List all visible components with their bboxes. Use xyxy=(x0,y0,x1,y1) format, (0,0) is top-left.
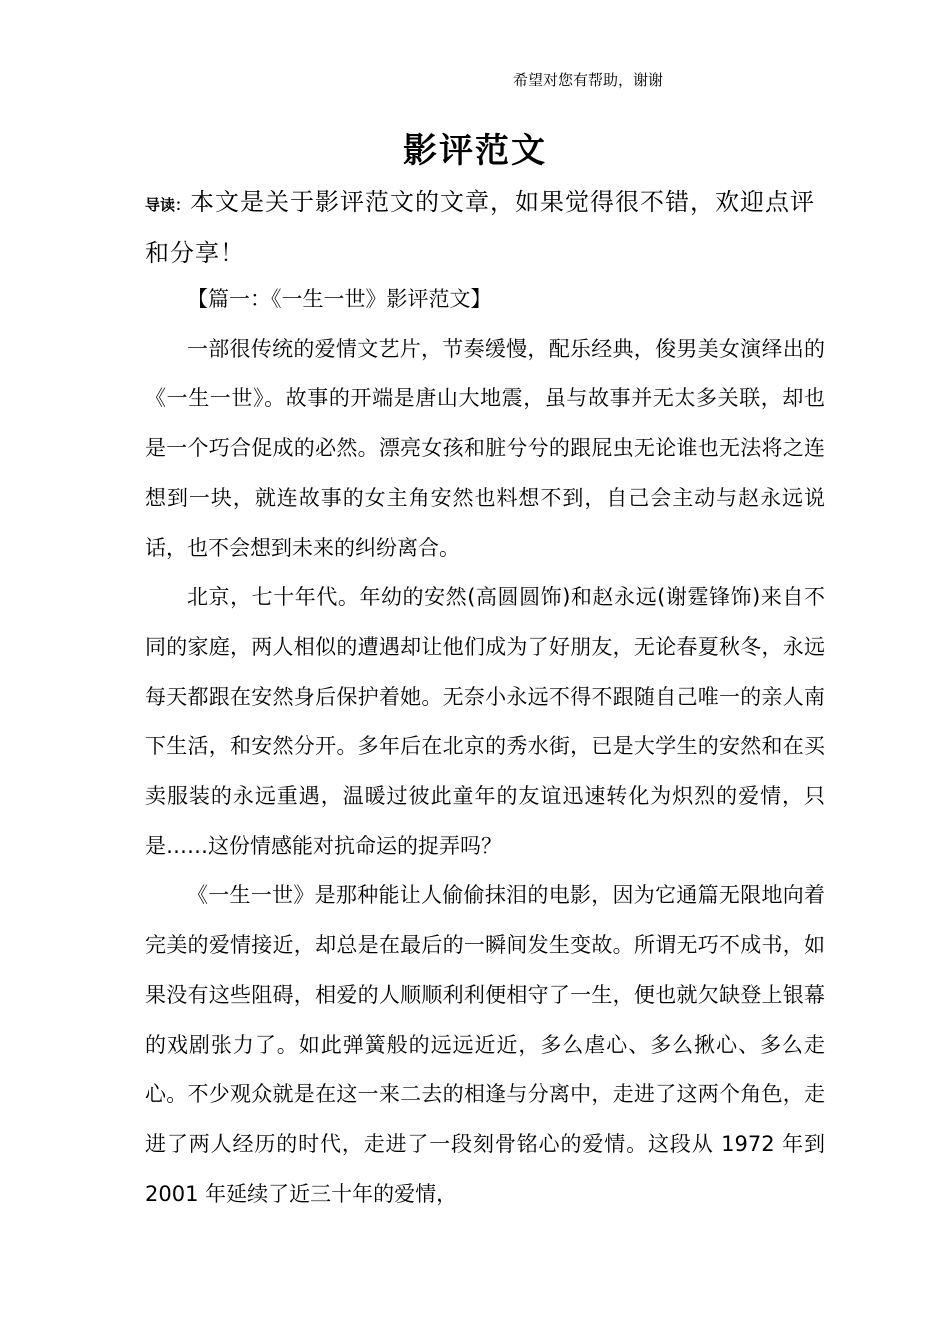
intro-label: 导读： xyxy=(145,196,191,214)
section-heading: 【篇一：《一生一世》影评范文】 xyxy=(187,287,492,311)
header-note: 希望对您有帮助，谢谢 xyxy=(513,71,664,89)
paragraph-3: 《一生一世》是那种能让人偷偷抹泪的电影，因为它通篇无限地向着完美的爱情接近，却总是在最后的一瞬间发生变故。所谓无巧不成书，如果没有这些阻碍，相爱的人顺顺利利便相守了一生，便也就欠缺登上银幕的戏剧张力了。如此弹簧般的远远近近，多么虐心、多么揪心、多么走心。不少观众就是在这一来二去的相逢与分离中，走进了这两个角色，走进了两人经历的时代，走进了一段刻骨铭心的爱情。这段从 1972 年到 2001 年延续了近三十年的爱情， xyxy=(145,883,825,1206)
page-title: 影评范文 xyxy=(403,131,547,171)
paragraph-1: 一部很传统的爱情文艺片，节奏缓慢，配乐经典，俊男美女演绎出的《一生一世》。故事的开端是唐山大地震，虽与故事并无太多关联，却也是一个巧合促成的必然。漂亮女孩和脏兮兮的跟屁虫无论谁也无法将之连想到一块，就连故事的女主角安然也料想不到，自己会主动与赵永远说话，也不会想到未来的纠纷离合。 xyxy=(145,336,825,560)
intro-text: 本文是关于影评范文的文章，如果觉得很不错，欢迎点评和分享！ xyxy=(145,188,816,267)
paragraph-2: 北京，七十年代。年幼的安然(高圆圆饰)和赵永远(谢霆锋饰)来自不同的家庭，两人相似的遭遇却让他们成为了好朋友，无论春夏秋冬，永远每天都跟在安然身后保护着她。无奈小永远不得不跟随自己唯一的亲人南下生活，和安然分开。多年后在北京的秀水街，已是大学生的安然和在买卖服装的永远重遇，温暖过彼此童年的友谊迅速转化为炽烈的爱情，只是……这份情感能对抗命运的捉弄吗？ xyxy=(145,585,825,858)
intro xyxy=(145,178,825,277)
article-body xyxy=(145,275,825,1219)
